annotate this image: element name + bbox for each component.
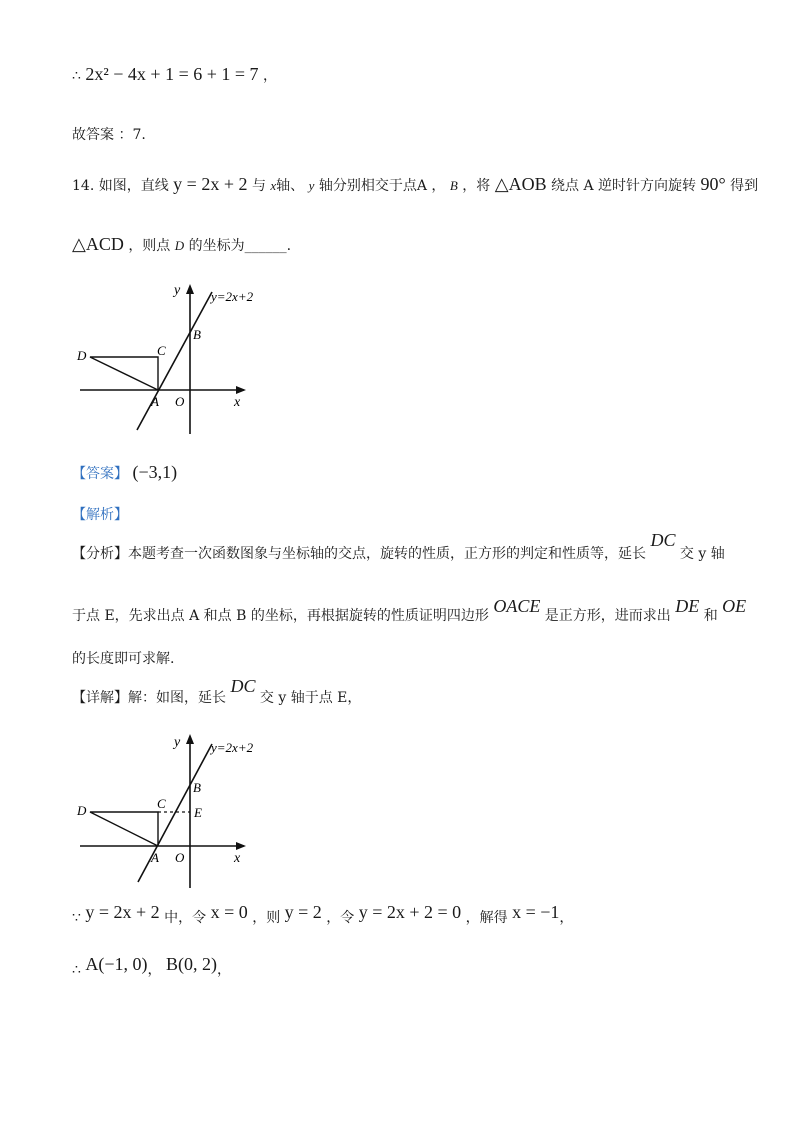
detail-tag: 【详解】 bbox=[72, 690, 128, 706]
point-c-label: C bbox=[157, 796, 166, 811]
point-o-label: O bbox=[175, 850, 185, 865]
question-text: 如图，直线 bbox=[98, 178, 169, 194]
line-label: y=2x+2 bbox=[211, 289, 254, 304]
triangle-acd-shape bbox=[90, 812, 158, 846]
point-a-label: A bbox=[151, 394, 159, 409]
point-a-label: A bbox=[151, 850, 159, 865]
y-axis-arrow bbox=[186, 284, 194, 294]
var-y: y bbox=[308, 178, 315, 193]
solution-text: 中，令 bbox=[164, 910, 207, 926]
var-d: D bbox=[174, 238, 185, 253]
question-text: 得到 bbox=[730, 178, 759, 194]
punctuation: ， bbox=[262, 68, 277, 84]
fenxi-text: 于点 E，先求出点 A 和点 B 的坐标，再根据旋转的性质证明四边形 bbox=[72, 608, 489, 624]
triangle-aob: △AOB bbox=[494, 174, 547, 194]
question-number: 14. bbox=[72, 178, 95, 194]
line-graph bbox=[137, 292, 212, 430]
x-axis-arrow bbox=[236, 386, 246, 394]
y-axis-arrow bbox=[186, 734, 194, 744]
triangle-acd: △ACD bbox=[72, 234, 124, 254]
point-a-coords: A(−1, 0) bbox=[85, 954, 148, 974]
analysis-line bbox=[72, 504, 128, 524]
fenxi-line3 bbox=[72, 648, 174, 668]
fenxi-tag: 【分析】 bbox=[72, 546, 128, 562]
x-axis-arrow bbox=[236, 842, 246, 850]
x-axis-label: x bbox=[234, 395, 241, 410]
segment-dc: DC bbox=[650, 530, 676, 550]
question-text: ，将 bbox=[462, 178, 491, 194]
fenxi-line1 bbox=[72, 530, 725, 563]
fenxi-text: 本题考查一次函数图象与坐标轴的交点，旋转的性质，正方形的判定和性质等，延长 bbox=[128, 546, 646, 562]
angle-90: 90° bbox=[700, 174, 726, 194]
line-label: y=2x+2 bbox=[211, 740, 254, 755]
question-text: ，则点 bbox=[128, 238, 171, 254]
answer-value: (−3,1) bbox=[132, 462, 178, 482]
point-e-label: E bbox=[194, 805, 202, 820]
point-b-label: B bbox=[193, 780, 201, 795]
point-d-label: D bbox=[77, 803, 87, 818]
line-equation: y = 2x + 2 bbox=[85, 902, 160, 922]
therefore-symbol: ∴ bbox=[72, 962, 81, 978]
detail-line bbox=[72, 676, 362, 707]
y-axis-label: y bbox=[174, 735, 181, 750]
solution-line2 bbox=[72, 954, 231, 979]
fenxi-text: 和 bbox=[703, 608, 718, 624]
var-x: x bbox=[270, 178, 277, 193]
punctuation: ， bbox=[216, 962, 231, 978]
line-equation: y = 2x + 2 bbox=[173, 174, 248, 194]
triangle-acd-shape bbox=[90, 357, 158, 390]
figure-1 bbox=[72, 278, 262, 438]
detail-text: 交 y 轴于点 E， bbox=[259, 690, 362, 706]
answer-text: 故答案 ：7. bbox=[72, 127, 146, 143]
answer-statement bbox=[72, 124, 146, 144]
solution-text: ，则 bbox=[252, 910, 281, 926]
point-b-label: B bbox=[193, 327, 201, 342]
figure-2 bbox=[72, 732, 262, 892]
solution-text: ，解得 bbox=[465, 910, 508, 926]
point-d-label: D bbox=[77, 348, 87, 363]
y-axis-label: y bbox=[174, 283, 181, 298]
fenxi-text: 是正方形，进而求出 bbox=[544, 608, 671, 624]
y-two: y = 2 bbox=[284, 902, 322, 922]
question-text: 的坐标为______. bbox=[188, 238, 292, 254]
question-14-line2 bbox=[72, 234, 291, 255]
question-text: 轴、 bbox=[276, 178, 305, 194]
segment-de: DE bbox=[675, 596, 700, 616]
quad-oace: OACE bbox=[493, 596, 541, 616]
question-text: 绕点 A 逆时针方向旋转 bbox=[551, 178, 697, 194]
punctuation: ， bbox=[147, 962, 162, 978]
answer-line bbox=[72, 462, 177, 483]
question-14-line1 bbox=[72, 174, 758, 195]
x-zero: x = 0 bbox=[210, 902, 248, 922]
var-b: B bbox=[449, 178, 458, 193]
detail-text: 解：如图，延长 bbox=[128, 690, 226, 706]
x-axis-label: x bbox=[234, 851, 241, 866]
therefore-symbol: ∴ bbox=[72, 68, 81, 84]
x-minus-one: x = −1 bbox=[512, 902, 560, 922]
solution-text: ，令 bbox=[326, 910, 355, 926]
fenxi-line2 bbox=[72, 596, 747, 625]
question-text: 与 bbox=[251, 178, 266, 194]
expression: 2x² − 4x + 1 = 6 + 1 = 7 bbox=[85, 64, 259, 84]
equation-zero: y = 2x + 2 = 0 bbox=[358, 902, 462, 922]
solution-line1 bbox=[72, 902, 574, 927]
segment-dc: DC bbox=[230, 676, 256, 696]
point-b-coords: B(0, 2) bbox=[165, 954, 217, 974]
question-text: 轴分别相交于点A ， bbox=[318, 178, 446, 194]
segment-oe: OE bbox=[722, 596, 747, 616]
answer-tag: 【答案】 bbox=[72, 466, 128, 482]
point-o-label: O bbox=[175, 394, 185, 409]
result-line bbox=[72, 64, 277, 85]
analysis-tag: 【解析】 bbox=[72, 507, 128, 523]
punctuation: ， bbox=[559, 910, 574, 926]
point-c-label: C bbox=[157, 343, 166, 358]
because-symbol: ∵ bbox=[72, 910, 81, 926]
fenxi-text: 交 y 轴 bbox=[679, 546, 725, 562]
fenxi-text: 的长度即可求解. bbox=[72, 651, 175, 667]
